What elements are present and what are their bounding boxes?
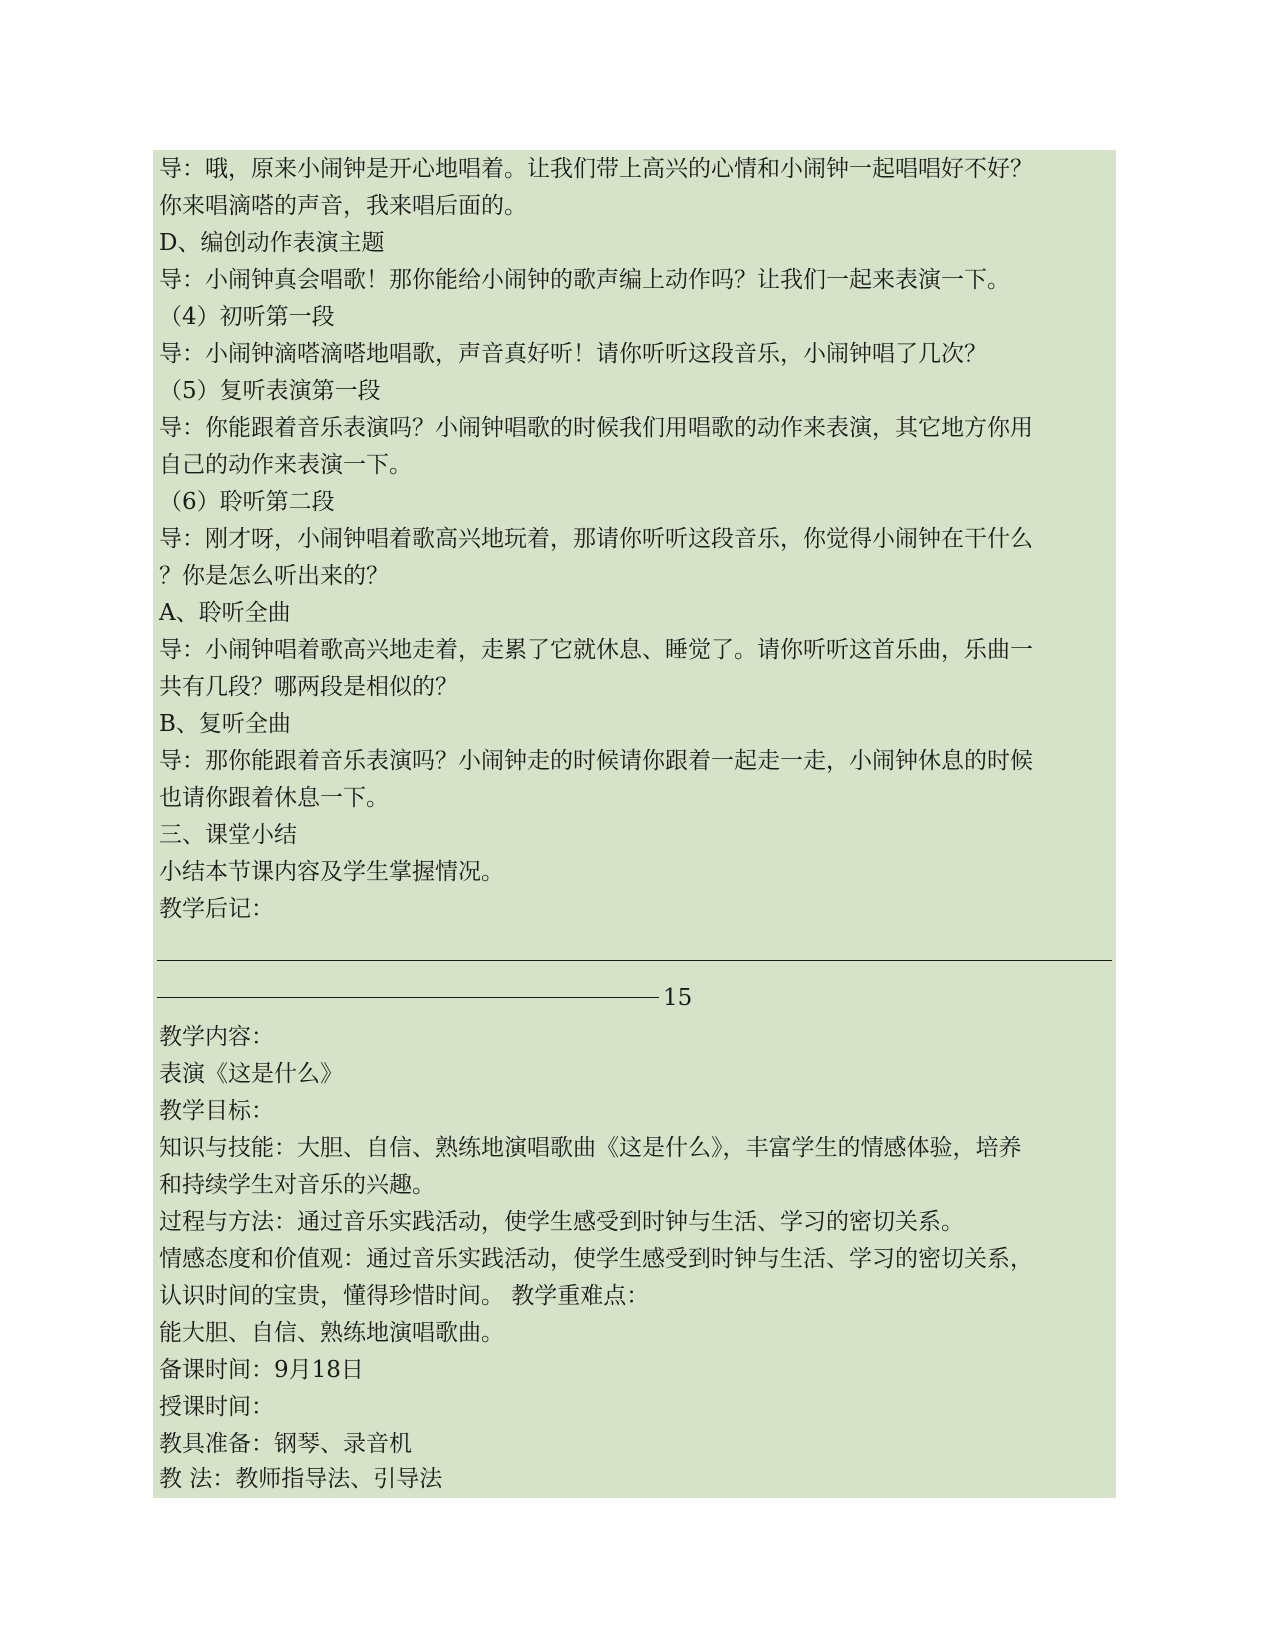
text-line: 导：哦，原来小闹钟是开心地唱着。让我们带上高兴的心情和小闹钟一起唱唱好不好？ bbox=[159, 156, 1033, 182]
text-line: 教学后记： bbox=[159, 896, 274, 922]
text-line: 也请你跟着休息一下。 bbox=[159, 785, 389, 811]
text-line: 你来唱滴嗒的声音，我来唱后面的。 bbox=[159, 193, 527, 219]
text-line: 教具准备：钢琴、录音机 bbox=[159, 1431, 412, 1457]
text-line: 导：你能跟着音乐表演吗？小闹钟唱歌的时候我们用唱歌的动作来表演，其它地方你用 bbox=[159, 415, 1033, 441]
text-line: 表演《这是什么》 bbox=[159, 1061, 343, 1087]
text-line: 三、课堂小结 bbox=[159, 822, 297, 848]
text-line: 教 法：教师指导法、引导法 bbox=[159, 1466, 443, 1492]
blank-rule bbox=[157, 997, 659, 998]
text-line: 小结本节课内容及学生掌握情况。 bbox=[159, 859, 504, 885]
text-line: 认识时间的宝贵，懂得珍惜时间。 教学重难点： bbox=[159, 1283, 650, 1309]
text-line: 备课时间：9月18日 bbox=[159, 1357, 364, 1383]
text-line: （5）复听表演第一段 bbox=[159, 378, 381, 404]
text-line: 自己的动作来表演一下。 bbox=[159, 452, 412, 478]
text-line: 导：那你能跟着音乐表演吗？小闹钟走的时候请你跟着一起走一走，小闹钟休息的时候 bbox=[159, 748, 1033, 774]
text-line: （6）聆听第二段 bbox=[159, 489, 335, 515]
text-line: 教学目标： bbox=[159, 1098, 274, 1124]
text-line: D、编创动作表演主题 bbox=[159, 230, 385, 256]
document-body bbox=[153, 150, 1116, 1498]
text-line: （4）初听第一段 bbox=[159, 304, 335, 330]
text-line: 情感态度和价值观：通过音乐实践活动，使学生感受到时钟与生活、学习的密切关系， bbox=[159, 1246, 1033, 1272]
text-line: 能大胆、自信、熟练地演唱歌曲。 bbox=[159, 1320, 504, 1346]
text-line: 导：小闹钟滴嗒滴嗒地唱歌，声音真好听！请你听听这段音乐，小闹钟唱了几次？ bbox=[159, 341, 987, 367]
text-line: ？你是怎么听出来的？ bbox=[159, 563, 389, 589]
text-line: 共有几段？哪两段是相似的？ bbox=[159, 674, 458, 700]
text-line: 导：小闹钟真会唱歌！那你能给小闹钟的歌声编上动作吗？让我们一起来表演一下。 bbox=[159, 267, 1010, 293]
blank-rule bbox=[157, 960, 1112, 961]
text-line: A、聆听全曲 bbox=[159, 600, 291, 626]
text-line: B、复听全曲 bbox=[159, 711, 291, 737]
text-line: 知识与技能：大胆、自信、熟练地演唱歌曲《这是什么》，丰富学生的情感体验，培养 bbox=[159, 1135, 1022, 1161]
text-line: 导：刚才呀，小闹钟唱着歌高兴地玩着，那请你听听这段音乐，你觉得小闹钟在干什么 bbox=[159, 526, 1033, 552]
page-number: 15 bbox=[663, 985, 693, 1011]
text-line: 教学内容： bbox=[159, 1024, 274, 1050]
text-line: 授课时间： bbox=[159, 1394, 274, 1420]
text-line: 和持续学生对音乐的兴趣。 bbox=[159, 1172, 435, 1198]
text-line: 导：小闹钟唱着歌高兴地走着，走累了它就休息、睡觉了。请你听听这首乐曲，乐曲一 bbox=[159, 637, 1033, 663]
text-line: 过程与方法：通过音乐实践活动，使学生感受到时钟与生活、学习的密切关系。 bbox=[159, 1209, 964, 1235]
